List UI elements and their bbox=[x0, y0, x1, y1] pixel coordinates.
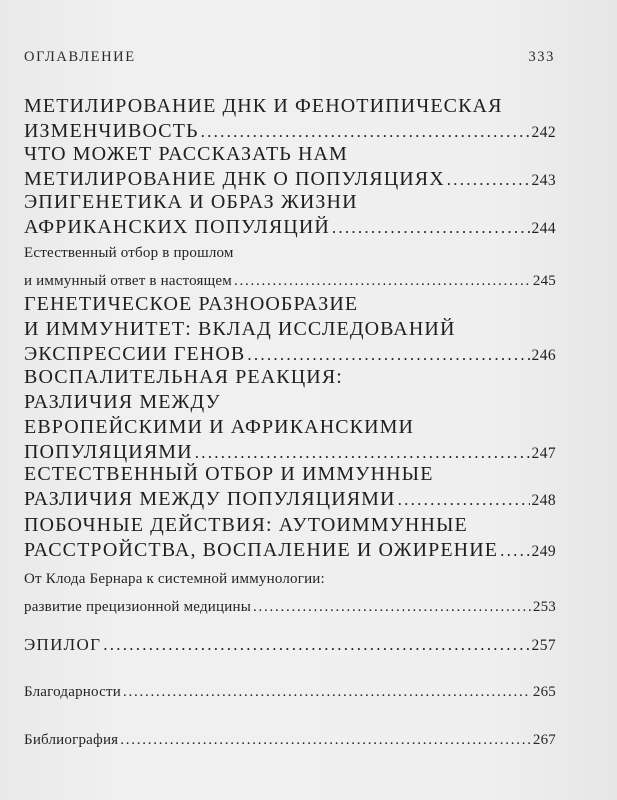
toc-entry-title-line: ЧТО МОЖЕТ РАССКАЗАТЬ НАМ bbox=[24, 143, 348, 165]
toc-page-number: 248 bbox=[531, 492, 556, 509]
toc-entry[interactable] bbox=[24, 565, 556, 621]
toc-entry-title-line: И ИММУНИТЕТ: ВКЛАД ИССЛЕДОВАНИЙ bbox=[24, 318, 456, 340]
toc-entry-title-line: АФРИКАНСКИХ ПОПУЛЯЦИЙ bbox=[24, 216, 330, 238]
toc-entry-title-line: МЕТИЛИРОВАНИЕ ДНК И ФЕНОТИПИЧЕСКАЯ bbox=[24, 95, 503, 117]
running-head bbox=[24, 49, 555, 66]
toc-entry-title-line: ПОБОЧНЫЕ ДЕЙСТВИЯ: АУТОИММУННЫЕ bbox=[24, 514, 468, 536]
toc-page-number: 244 bbox=[531, 220, 556, 237]
toc-entry-title-line: ИЗМЕНЧИВОСТЬ bbox=[24, 120, 199, 142]
toc-entry-title-line: ЭПИЛОГ bbox=[24, 635, 102, 654]
toc-entry-title-line: РАЗЛИЧИЯ МЕЖДУ bbox=[24, 391, 221, 413]
toc-entry[interactable] bbox=[24, 94, 556, 145]
toc-page-number: 257 bbox=[531, 637, 556, 654]
page-number: 333 bbox=[528, 49, 555, 65]
toc-page-number: 242 bbox=[531, 124, 556, 141]
toc-entry[interactable] bbox=[24, 632, 556, 659]
toc-entry-title-line: Библиография bbox=[24, 732, 119, 748]
toc-page-number: 265 bbox=[532, 684, 556, 700]
toc-entry-title-line: развитие прецизионной медицины bbox=[24, 599, 251, 615]
dot-leader bbox=[120, 726, 531, 754]
toc-entry-title-line: МЕТИЛИРОВАНИЕ ДНК О ПОПУЛЯЦИЯХ bbox=[24, 168, 445, 190]
dot-leader bbox=[103, 632, 529, 658]
toc-entry-title-line: Естественный отбор в прошлом bbox=[24, 245, 234, 261]
dot-leader bbox=[500, 538, 529, 563]
toc-entry-title-line: и иммунный ответ в настоящем bbox=[24, 273, 232, 289]
toc-entry[interactable] bbox=[24, 365, 556, 466]
toc-page-number: 243 bbox=[531, 172, 556, 189]
toc-page-number: 267 bbox=[532, 732, 556, 748]
toc-entry-title-line: ПОПУЛЯЦИЯМИ bbox=[24, 441, 193, 463]
toc-entry[interactable] bbox=[24, 239, 556, 295]
toc-entry[interactable] bbox=[24, 462, 556, 513]
section-title: ОГЛАВЛЕНИЕ bbox=[24, 49, 136, 65]
toc-entry-title-line: От Клода Бернара к системной иммунологии: bbox=[24, 571, 325, 587]
toc-entry[interactable] bbox=[24, 678, 556, 706]
toc-entry-title-line: ЭКСПРЕССИИ ГЕНОВ bbox=[24, 343, 246, 365]
toc-entry[interactable] bbox=[24, 726, 556, 754]
dot-leader bbox=[398, 487, 530, 512]
toc-entry-title-line: РАССТРОЙСТВА, ВОСПАЛЕНИЕ И ОЖИРЕНИЕ bbox=[24, 539, 499, 561]
toc-entry[interactable] bbox=[24, 513, 556, 564]
dot-leader bbox=[201, 119, 530, 144]
toc-entry-title-line: ЕВРОПЕЙСКИМИ И АФРИКАНСКИМИ bbox=[24, 416, 415, 438]
toc-page-number: 246 bbox=[531, 347, 556, 364]
dot-leader bbox=[332, 215, 530, 240]
toc-page-number: 253 bbox=[532, 599, 556, 615]
toc-entry-title-line: ЕСТЕСТВЕННЫЙ ОТБОР И ИММУННЫЕ bbox=[24, 463, 434, 485]
dot-leader bbox=[123, 678, 531, 706]
toc-entry-title-line: ВОСПАЛИТЕЛЬНАЯ РЕАКЦИЯ: bbox=[24, 366, 343, 388]
dot-leader bbox=[447, 167, 530, 192]
toc-entry-title-line: РАЗЛИЧИЯ МЕЖДУ ПОПУЛЯЦИЯМИ bbox=[24, 488, 396, 510]
dot-leader bbox=[247, 342, 529, 367]
toc-entry[interactable] bbox=[24, 292, 556, 368]
toc-entry-title-line: ГЕНЕТИЧЕСКОЕ РАЗНООБРАЗИЕ bbox=[24, 293, 359, 315]
toc-entry-title-line: Благодарности bbox=[24, 684, 121, 700]
toc-entry[interactable] bbox=[24, 190, 556, 241]
toc-entry-title-line: ЭПИГЕНЕТИКА И ОБРАЗ ЖИЗНИ bbox=[24, 191, 358, 213]
dot-leader bbox=[234, 267, 531, 295]
toc-page-number: 245 bbox=[532, 273, 556, 289]
toc-page-number: 249 bbox=[531, 543, 556, 560]
dot-leader bbox=[253, 593, 531, 621]
toc-entry[interactable] bbox=[24, 142, 556, 193]
toc-page-number: 247 bbox=[531, 445, 556, 462]
